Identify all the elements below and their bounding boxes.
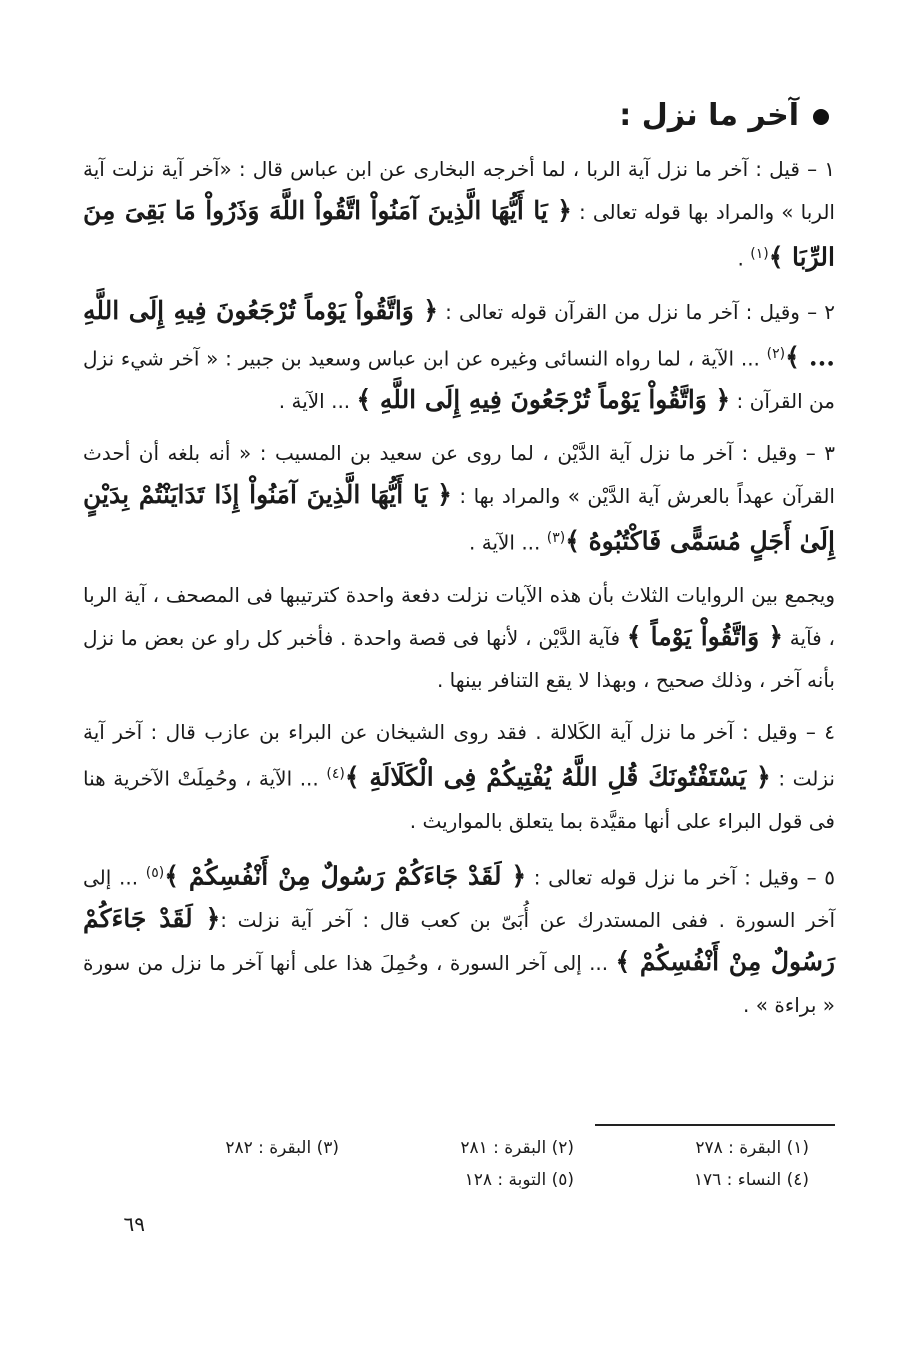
quran-verse: ﴿ وَاتَّقُواْ يَوْماً ﴾ xyxy=(626,621,783,651)
page-number: ٦٩ xyxy=(123,1212,145,1236)
quran-verse: ﴿ يَا أَيُّهَا الَّذِينَ آمَنُواْ إِذَا تَدَايَنْتُمْ بِدَيْنٍ إِلَىٰ أَجَلٍ مُسَمًّى فَاكْتُبُوهُ ﴾ xyxy=(83,480,835,556)
paragraph-5 xyxy=(83,711,835,842)
paragraph-4 xyxy=(83,574,835,701)
quran-verse: ﴿ يَسْتَفْتُونَكَ قُلِ اللَّهُ يُفْتِيكُمْ فِى الْكَلَالَةِ ﴾ xyxy=(344,762,771,792)
paragraph-2 xyxy=(83,290,835,423)
footnote-4: (٤) النساء : ١٧٦ xyxy=(693,1170,809,1190)
paragraph-1 xyxy=(83,148,835,280)
footnote-row xyxy=(109,1164,809,1196)
quran-verse: ﴿ يَا أَيُّهَا الَّذِينَ آمَنُواْ اتَّقُواْ اللَّهَ وَذَرُواْ مَا بَقِىَ مِنَ الرِّبَا ﴾ xyxy=(83,196,835,272)
footnote-ref: (٥) xyxy=(145,864,165,881)
footnote-ref: (١) xyxy=(750,246,769,262)
quran-verse: ﴿ لَقَدْ جَاءَكُمْ رَسُولٌ مِنْ أَنْفُسِكُمْ ﴾ xyxy=(164,861,527,891)
section-title: آخر ما نزل : xyxy=(619,98,799,133)
text-run: ... الآية ، لما رواه النسائى وغيره عن ابن عباس وسعيد بن جبير : « آخر شيء نزل من القرآن : xyxy=(83,346,835,414)
footnote-row xyxy=(109,1132,809,1164)
text-run: ويجمع بين الروايات الثلاث بأن هذه الآيات نزلت دفعة واحدة كترتيبها فى المصحف ، آية الربا ، فآية xyxy=(83,582,835,650)
text-run: ٣ – وقيل : آخر ما نزل آية الدَّيْن ، لما روى عن سعيد بن المسيب : « أنه بلغه أن أحدث القرآن عهداً بالعرش آية الدَّيْن » والمراد بها : xyxy=(83,441,835,509)
text-run: ... الآية ، وحُمِلَتْ الآخرية هنا فى قول البراء على أنها مقيَّدة بما يتعلق بالمواريث . xyxy=(83,766,835,833)
text-run: فآية الدَّيْن ، لأنها فى قصة واحدة . فأخبر كل راو عن بعض ما نزل بأنه آخر ، وذلك صحيح ، وبهذا لا يقع التنافر بينها . xyxy=(83,625,835,692)
footnote-1: (١) البقرة : ٢٧٨ xyxy=(695,1138,809,1158)
quran-verse: ﴿ وَاتَّقُواْ يَوْماً تُرْجَعُونَ فِيهِ إِلَى اللَّهِ ... ﴾ xyxy=(83,295,835,372)
section-heading xyxy=(619,92,829,140)
paragraph-3 xyxy=(83,432,835,564)
quran-verse: ﴿ وَاتَّقُواْ يَوْماً تُرْجَعُونَ فِيهِ إِلَى اللَّهِ ﴾ xyxy=(356,385,731,415)
text-run: ٢ – وقيل : آخر ما نزل من القرآن قوله تعالى : xyxy=(438,299,835,324)
body-text xyxy=(83,148,835,1036)
footnotes xyxy=(109,1132,809,1196)
footnote-divider xyxy=(595,1124,835,1126)
footnote-ref: (٣) xyxy=(546,530,566,547)
text-run: ... الآية . xyxy=(469,530,547,555)
text-run: ٤ – وقيل : آخر ما نزل آية الكَلالة . فقد روى الشيخان عن البراء بن عازب قال : آخر آية نزلت : xyxy=(83,719,835,791)
footnote-5: (٥) التوبة : ١٢٨ xyxy=(464,1170,574,1190)
quran-verse: ﴿ لَقَدْ جَاءَكُمْ رَسُولٌ مِنْ أَنْفُسِكُمْ ﴾ xyxy=(83,904,835,977)
footnote-empty xyxy=(109,1164,339,1196)
text-run: ... إلى آخر السورة . ففى المستدرك عن أُبَىّ بن كعب قال : آخر آية نزلت : xyxy=(83,865,836,933)
bullet-icon xyxy=(813,109,829,125)
text-run: . xyxy=(737,246,751,271)
footnote-3: (٣) البقرة : ٢٨٢ xyxy=(225,1138,339,1158)
text-run: ١ – قيل : آخر ما نزل آية الربا ، لما أخرجه البخارى عن ابن عباس قال : «آخر آية نزلت آية الربا » والمراد بها قوله تعالى : xyxy=(83,157,835,224)
text-run: ... الآية . xyxy=(278,389,357,414)
text-run: ... إلى آخر السورة ، وحُمِلَ هذا على أنها آخر ما نزل من سورة « براءة » . xyxy=(83,951,835,1018)
footnote-2: (٢) البقرة : ٢٨١ xyxy=(460,1138,574,1158)
text-run: ٥ – وقيل : آخر ما نزل قوله تعالى : xyxy=(526,865,835,890)
footnote-ref: (٤) xyxy=(326,765,345,782)
footnote-ref: (٢) xyxy=(766,345,786,362)
paragraph-6 xyxy=(83,852,835,1027)
